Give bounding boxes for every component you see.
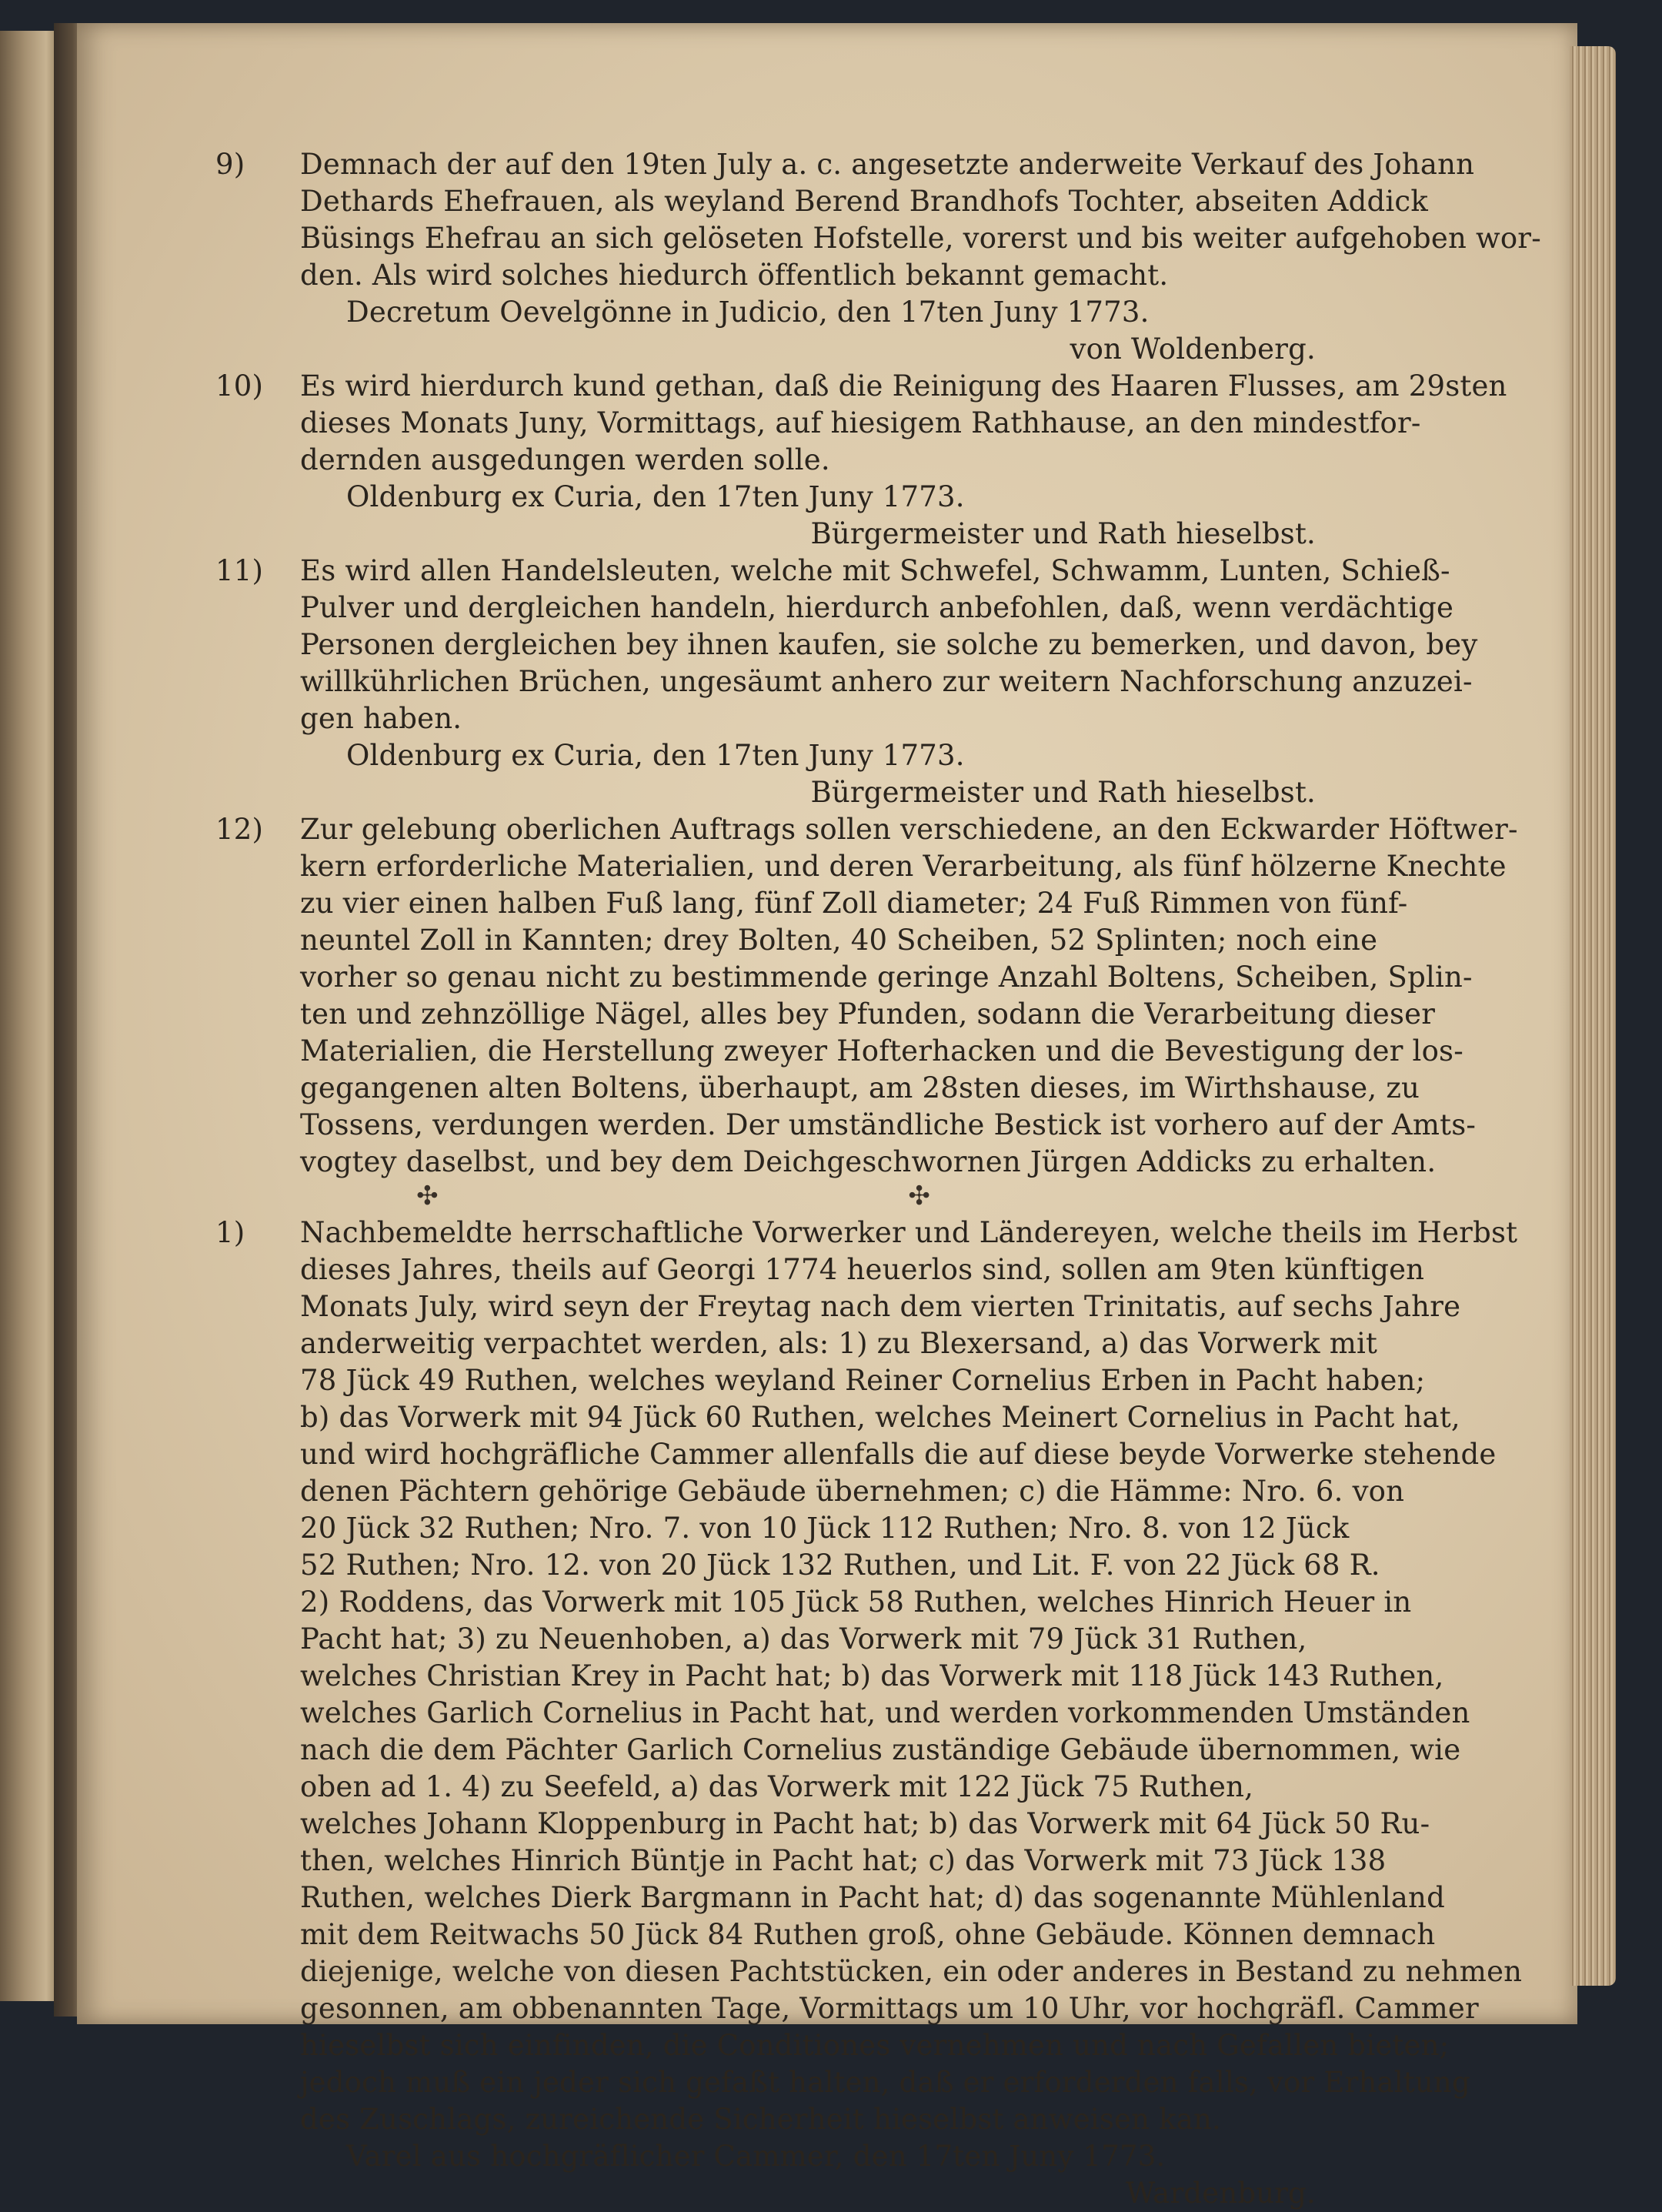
text-line: vogtey daselbst, und bey dem Deichgeschwornen Jürgen Addicks zu erhalten.: [300, 1145, 1437, 1178]
text-line: welches Garlich Cornelius in Pacht hat, und werden vorkommenden Umständen: [300, 1696, 1470, 1729]
text-line: Dethards Ehefrauen, als weyland Berend Brandhofs Tochter, abseiten Addick: [300, 185, 1428, 218]
ornament-divider: ✣ ✣: [416, 1181, 1161, 1211]
announcements-list: [215, 146, 1541, 1181]
text-line: kern erforderliche Materialien, und deren Verarbeitung, als fünf hölzerne Knechte: [300, 850, 1507, 883]
text-line: dernden ausgedungen werden solle.: [300, 443, 830, 476]
text-line: zu vier einen halben Fuß lang, fünf Zoll diameter; 24 Fuß Rimmen von fünf-: [300, 887, 1408, 920]
entry-signature: Wardenburg.: [1126, 2177, 1316, 2210]
entry-signature: Bürgermeister und Rath hieselbst.: [810, 517, 1316, 550]
page-edges: [1570, 46, 1616, 1986]
entry-date: Oldenburg ex Curia, den 17ten Juny 1773.: [346, 480, 965, 513]
entry-number: 10): [215, 369, 264, 403]
text-line: und wird hochgräfliche Cammer allenfalls die auf diese beyde Vorwerke stehende: [300, 1438, 1497, 1471]
text-line: 78 Jück 49 Ruthen, welches weyland Reiner Cornelius Erben in Pacht haben;: [300, 1364, 1426, 1397]
text-line: Büsings Ehefrau an sich gelöseten Hofstelle, vorerst und bis weiter aufgehoben wor-: [300, 222, 1541, 255]
entry-body: [300, 146, 1541, 294]
text-line: dieses Monats Juny, Vormittags, auf hiesigem Rathhause, an den mindestfor-: [300, 406, 1421, 439]
text-line: nach die dem Pächter Garlich Cornelius zuständige Gebäude übernommen, wie: [300, 1733, 1461, 1766]
entry-date: Oldenburg ex Curia, den 17ten Juny 1773.: [346, 739, 965, 772]
entry-number: 1): [215, 1216, 245, 1249]
entry-number: 11): [215, 554, 264, 587]
text-line: gen haben.: [300, 702, 462, 735]
text-line: then, welches Hinrich Büntje in Pacht hat; c) das Vorwerk mit 73 Jück 138: [300, 1844, 1387, 1877]
entry-body: [300, 368, 1507, 479]
text-line: jedoch muß ein jeder sich gefaßt halten, daß er erforderden falls, vor Erhaltung: [300, 2066, 1470, 2099]
announcement-entry: [215, 553, 1478, 811]
text-line: Pulver und dergleichen handeln, hierdurch anbefohlen, daß, wenn verdächtige: [300, 591, 1454, 624]
text-line: gesonnen, am obbenannten Tage, Vormittags um 10 Uhr, vor hochgräfl. Cammer: [300, 1992, 1479, 2025]
text-line: 2) Roddens, das Vorwerk mit 105 Jück 58 Ruthen, welches Hinrich Heuer in: [300, 1585, 1412, 1619]
text-line: mit dem Reitwachs 50 Jück 84 Ruthen groß, ohne Gebäude. Können demnach: [300, 1918, 1436, 1951]
text-line: 52 Ruthen; Nro. 12. von 20 Jück 132 Ruthen, und Lit. F. von 22 Jück 68 R.: [300, 1549, 1380, 1582]
entry-number: 9): [215, 148, 245, 181]
text-line: Es wird hierdurch kund gethan, daß die Reinigung des Haaren Flusses, am 29sten: [300, 369, 1507, 403]
announcement-entry: [215, 368, 1507, 553]
text-line: Pacht hat; 3) zu Neuenhoben, a) das Vorwerk mit 79 Jück 31 Ruthen,: [300, 1622, 1307, 1656]
text-line: denen Pächtern gehörige Gebäude übernehmen; c) die Hämme: Nro. 6. von: [300, 1475, 1405, 1508]
entry-date: Decretum Oevelgönne in Judicio, den 17ten Juny 1773.: [346, 296, 1150, 329]
text-line: 20 Jück 32 Ruthen; Nro. 7. von 10 Jück 112 Ruthen; Nro. 8. von 12 Jück: [300, 1512, 1350, 1545]
text-line: den. Als wird solches hiedurch öffentlich bekannt gemacht.: [300, 259, 1169, 292]
entry-date: Varel aus hochgräflicher Cammer, den 17ten Juny 1773.: [346, 2140, 1166, 2173]
entry-number: 12): [215, 813, 264, 846]
text-line: Nachbemeldte herrschaftliche Vorwerker und Ländereyen, welche theils im Herbst: [300, 1216, 1518, 1249]
announcement-entry: [215, 146, 1541, 368]
text-line: Demnach der auf den 19ten July a. c. angesetzte anderweite Verkauf des Johann: [300, 148, 1475, 181]
text-line: diejenige, welche von diesen Pachtstücken, ein oder anderes in Bestand zu nehmen: [300, 1955, 1523, 1988]
text-line: Personen dergleichen bey ihnen kaufen, sie solche zu bemerken, und davon, bey: [300, 628, 1478, 661]
entry-signature: Bürgermeister und Rath hieselbst.: [810, 776, 1316, 809]
text-line: hieselbst sich einfinden, die Conditiones vernehmen und nach Gefallen bieten;: [300, 2029, 1450, 2062]
entry-signature: von Woldenberg.: [1070, 332, 1316, 366]
text-line: welches Christian Krey in Pacht hat; b) das Vorwerk mit 118 Jück 143 Ruthen,: [300, 1659, 1444, 1692]
entry-body: [300, 1215, 1523, 2138]
text-line: Ruthen, welches Dierk Bargmann in Pacht hat; d) das sogenannte Mühlenland: [300, 1881, 1445, 1914]
text-line: Es wird allen Handelsleuten, welche mit Schwefel, Schwamm, Lunten, Schieß-: [300, 554, 1450, 587]
page-text: [215, 146, 1541, 2212]
text-line: Monats July, wird seyn der Freytag nach dem vierten Trinitatis, auf sechs Jahre: [300, 1290, 1461, 1323]
text-line: welches Johann Kloppenburg in Pacht hat; b) das Vorwerk mit 64 Jück 50 Ru-: [300, 1807, 1430, 1840]
announcement-entry: [215, 811, 1518, 1181]
text-line: gegangenen alten Boltens, überhaupt, am 28sten dieses, im Wirthshause, zu: [300, 1071, 1420, 1104]
text-line: des Zuschlags, zureichende Sicherheit hieselbst anweisen kan.: [300, 2103, 1221, 2136]
text-line: b) das Vorwerk mit 94 Jück 60 Ruthen, welches Meinert Cornelius in Pacht hat,: [300, 1401, 1460, 1434]
text-line: ten und zehnzöllige Nägel, alles bey Pfunden, sodann die Verarbeitung dieser: [300, 997, 1436, 1031]
text-line: Tossens, verdungen werden. Der umständliche Bestick ist vorhero auf der Amts-: [300, 1108, 1477, 1141]
text-line: Materialien, die Herstellung zweyer Hofterhacken und die Bevestigung der los-: [300, 1034, 1463, 1068]
text-line: dieses Jahres, theils auf Georgi 1774 heuerlos sind, sollen am 9ten künftigen: [300, 1253, 1425, 1286]
text-line: oben ad 1. 4) zu Seefeld, a) das Vorwerk mit 122 Jück 75 Ruthen,: [300, 1770, 1254, 1803]
entry-body: [300, 553, 1478, 737]
text-line: vorher so genau nicht zu bestimmende geringe Anzahl Boltens, Scheiben, Splin-: [300, 961, 1473, 994]
left-page-edge: [0, 31, 62, 2001]
entry-body: [300, 811, 1518, 1181]
text-line: Zur gelebung oberlichen Auftrags sollen verschiedene, an den Eckwarder Höftwer-: [300, 813, 1518, 846]
text-line: willkührlichen Brüchen, ungesäumt anhero zur weitern Nachforschung anzuzei-: [300, 665, 1473, 698]
text-line: anderweitig verpachtet werden, als: 1) zu Blexersand, a) das Vorwerk mit: [300, 1327, 1378, 1360]
text-line: neuntel Zoll in Kannten; drey Bolten, 40 Scheiben, 52 Splinten; noch eine: [300, 924, 1378, 957]
announcement-entry: [215, 1215, 1523, 2212]
